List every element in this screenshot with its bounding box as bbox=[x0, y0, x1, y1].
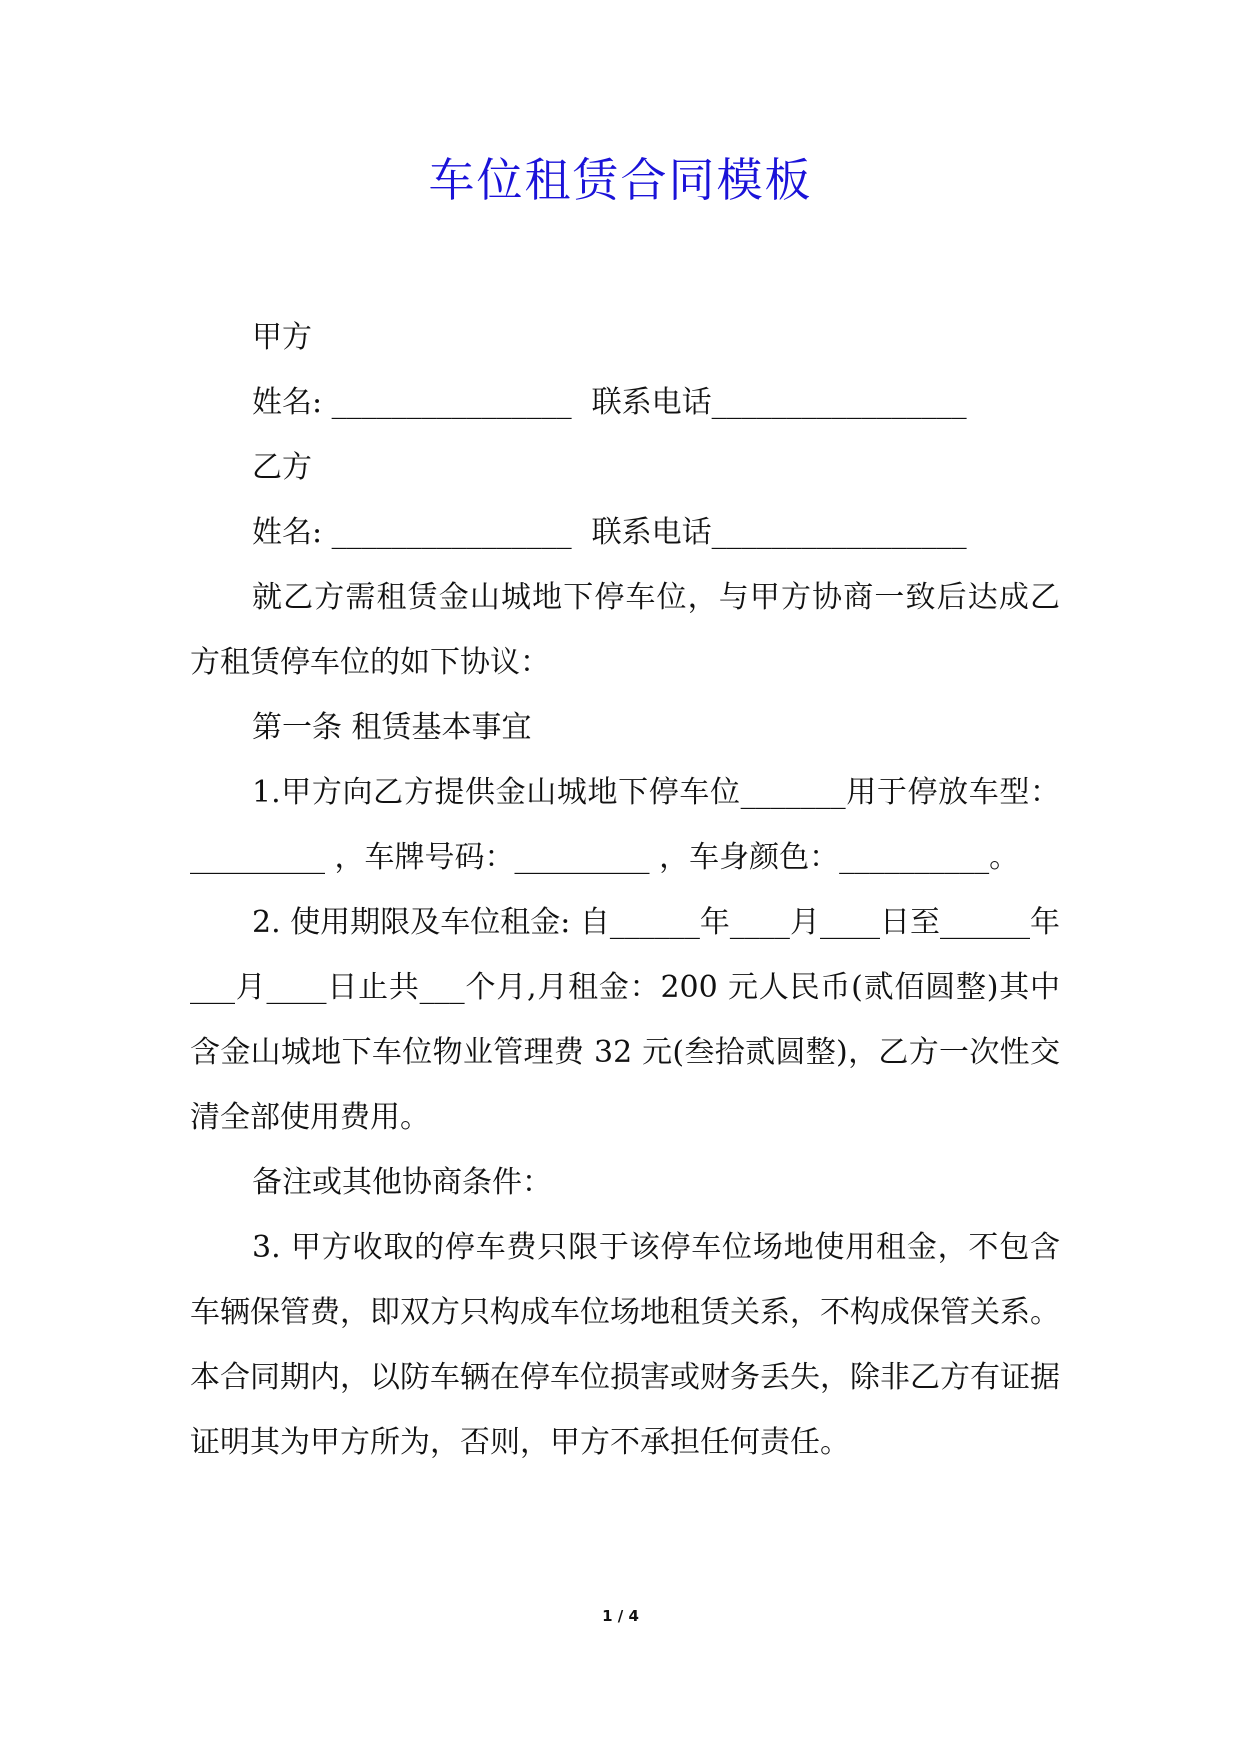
clause-3: 3. 甲方收取的停车费只限于该停车位场地使用租金，不包含车辆保管费，即双方只构成车位场地租赁关系，不构成保管关系。本合同期内，以防车辆在停车位损害或财务丢失，除非乙方有证据证明其为甲方所为，否则，甲方不承担任何责任。 bbox=[190, 1230, 1060, 1460]
party-a-phone-field: 联系电话_________________ bbox=[591, 385, 967, 420]
remarks-line: 备注或其他协商条件： bbox=[252, 1165, 552, 1200]
document-body bbox=[190, 305, 1060, 1475]
party-b-name-field: 姓名: ________________ bbox=[252, 515, 572, 550]
party-b-heading: 乙方 bbox=[252, 450, 312, 485]
page-number: 1 / 4 bbox=[602, 1607, 639, 1625]
party-b-phone-field: 联系电话_________________ bbox=[591, 515, 967, 550]
document-title: 车位租赁合同模板 bbox=[428, 153, 813, 207]
article1-heading: 第一条 租赁基本事宜 bbox=[252, 710, 532, 745]
intro-paragraph: 就乙方需租赁金山城地下停车位，与甲方协商一致后达成乙方租赁停车位的如下协议： bbox=[190, 580, 1060, 680]
party-b-contact-line bbox=[190, 500, 1060, 565]
party-a-name-field: 姓名: ________________ bbox=[252, 385, 572, 420]
party-a-heading: 甲方 bbox=[252, 320, 312, 355]
clause-1: 1.甲方向乙方提供金山城地下停车位_______用于停放车型：_________ ，车牌号码：_________ ，车身颜色：__________。 bbox=[190, 775, 1060, 875]
party-a-contact-line bbox=[190, 370, 1060, 435]
clause-2: 2. 使用期限及车位租金: 自______年____月____日至______年___月____日止共___个月,月租金：200 元人民币(贰佰圆整)其中含金山城地下车位物业管理费 32 元(叁拾贰圆整)，乙方一次性交清全部使用费用。 bbox=[190, 905, 1060, 1135]
